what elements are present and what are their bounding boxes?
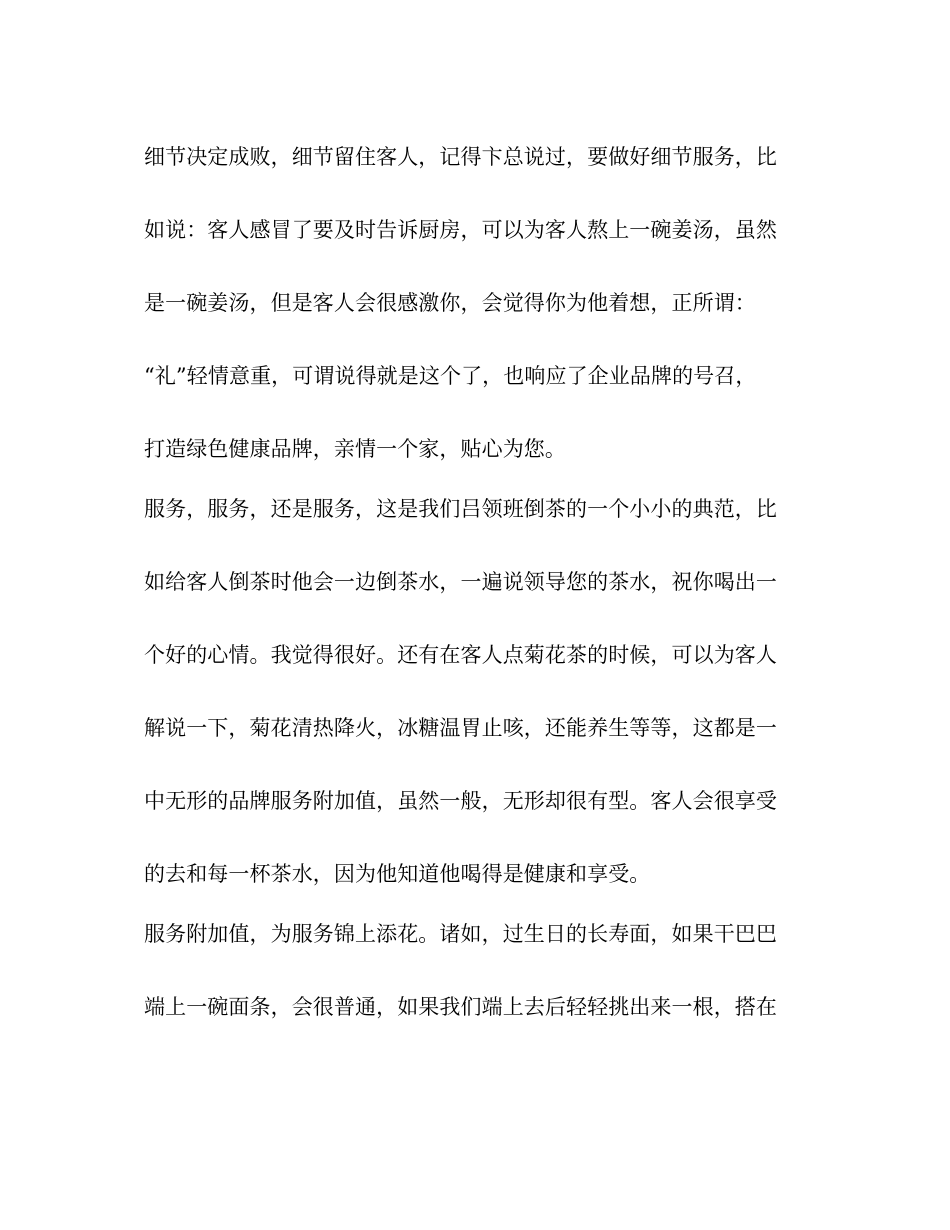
text-line: 细节决定成败，细节留住客人，记得卞总说过，要做好细节服务，比 (144, 145, 777, 169)
text-line: 如给客人倒茶时他会一边倒茶水，一遍说领导您的茶水，祝你喝出一 (144, 570, 777, 594)
text-line: 的去和每一杯茶水，因为他知道他喝得是健康和享受。 (144, 862, 651, 886)
text-line: 端上一碗面条，会很普通，如果我们端上去后轻轻挑出来一根，搭在 (144, 995, 777, 1019)
text-line: “礼”轻情意重，可谓说得就是这个了，也响应了企业品牌的号召， (144, 364, 757, 388)
text-line: 打造绿色健康品牌，亲情一个家，贴心为您。 (144, 437, 566, 461)
text-line: 服务，服务，还是服务，这是我们吕领班倒茶的一个小小的典范，比 (144, 497, 777, 521)
text-line: 解说一下，菊花清热降火，冰糖温胃止咳，还能养生等等，这都是一 (144, 716, 777, 740)
text-line: 如说：客人感冒了要及时告诉厨房，可以为客人熬上一碗姜汤，虽然 (144, 218, 777, 242)
text-line: 是一碗姜汤，但是客人会很感激你，会觉得你为他着想，正所谓： (144, 291, 756, 315)
text-line: 个好的心情。我觉得很好。还有在客人点菊花茶的时候，可以为客人 (144, 643, 777, 667)
text-line: 服务附加值，为服务锦上添花。诸如，过生日的长寿面，如果干巴巴 (144, 922, 777, 946)
text-line: 中无形的品牌服务附加值，虽然一般，无形却很有型。客人会很享受 (144, 789, 777, 813)
